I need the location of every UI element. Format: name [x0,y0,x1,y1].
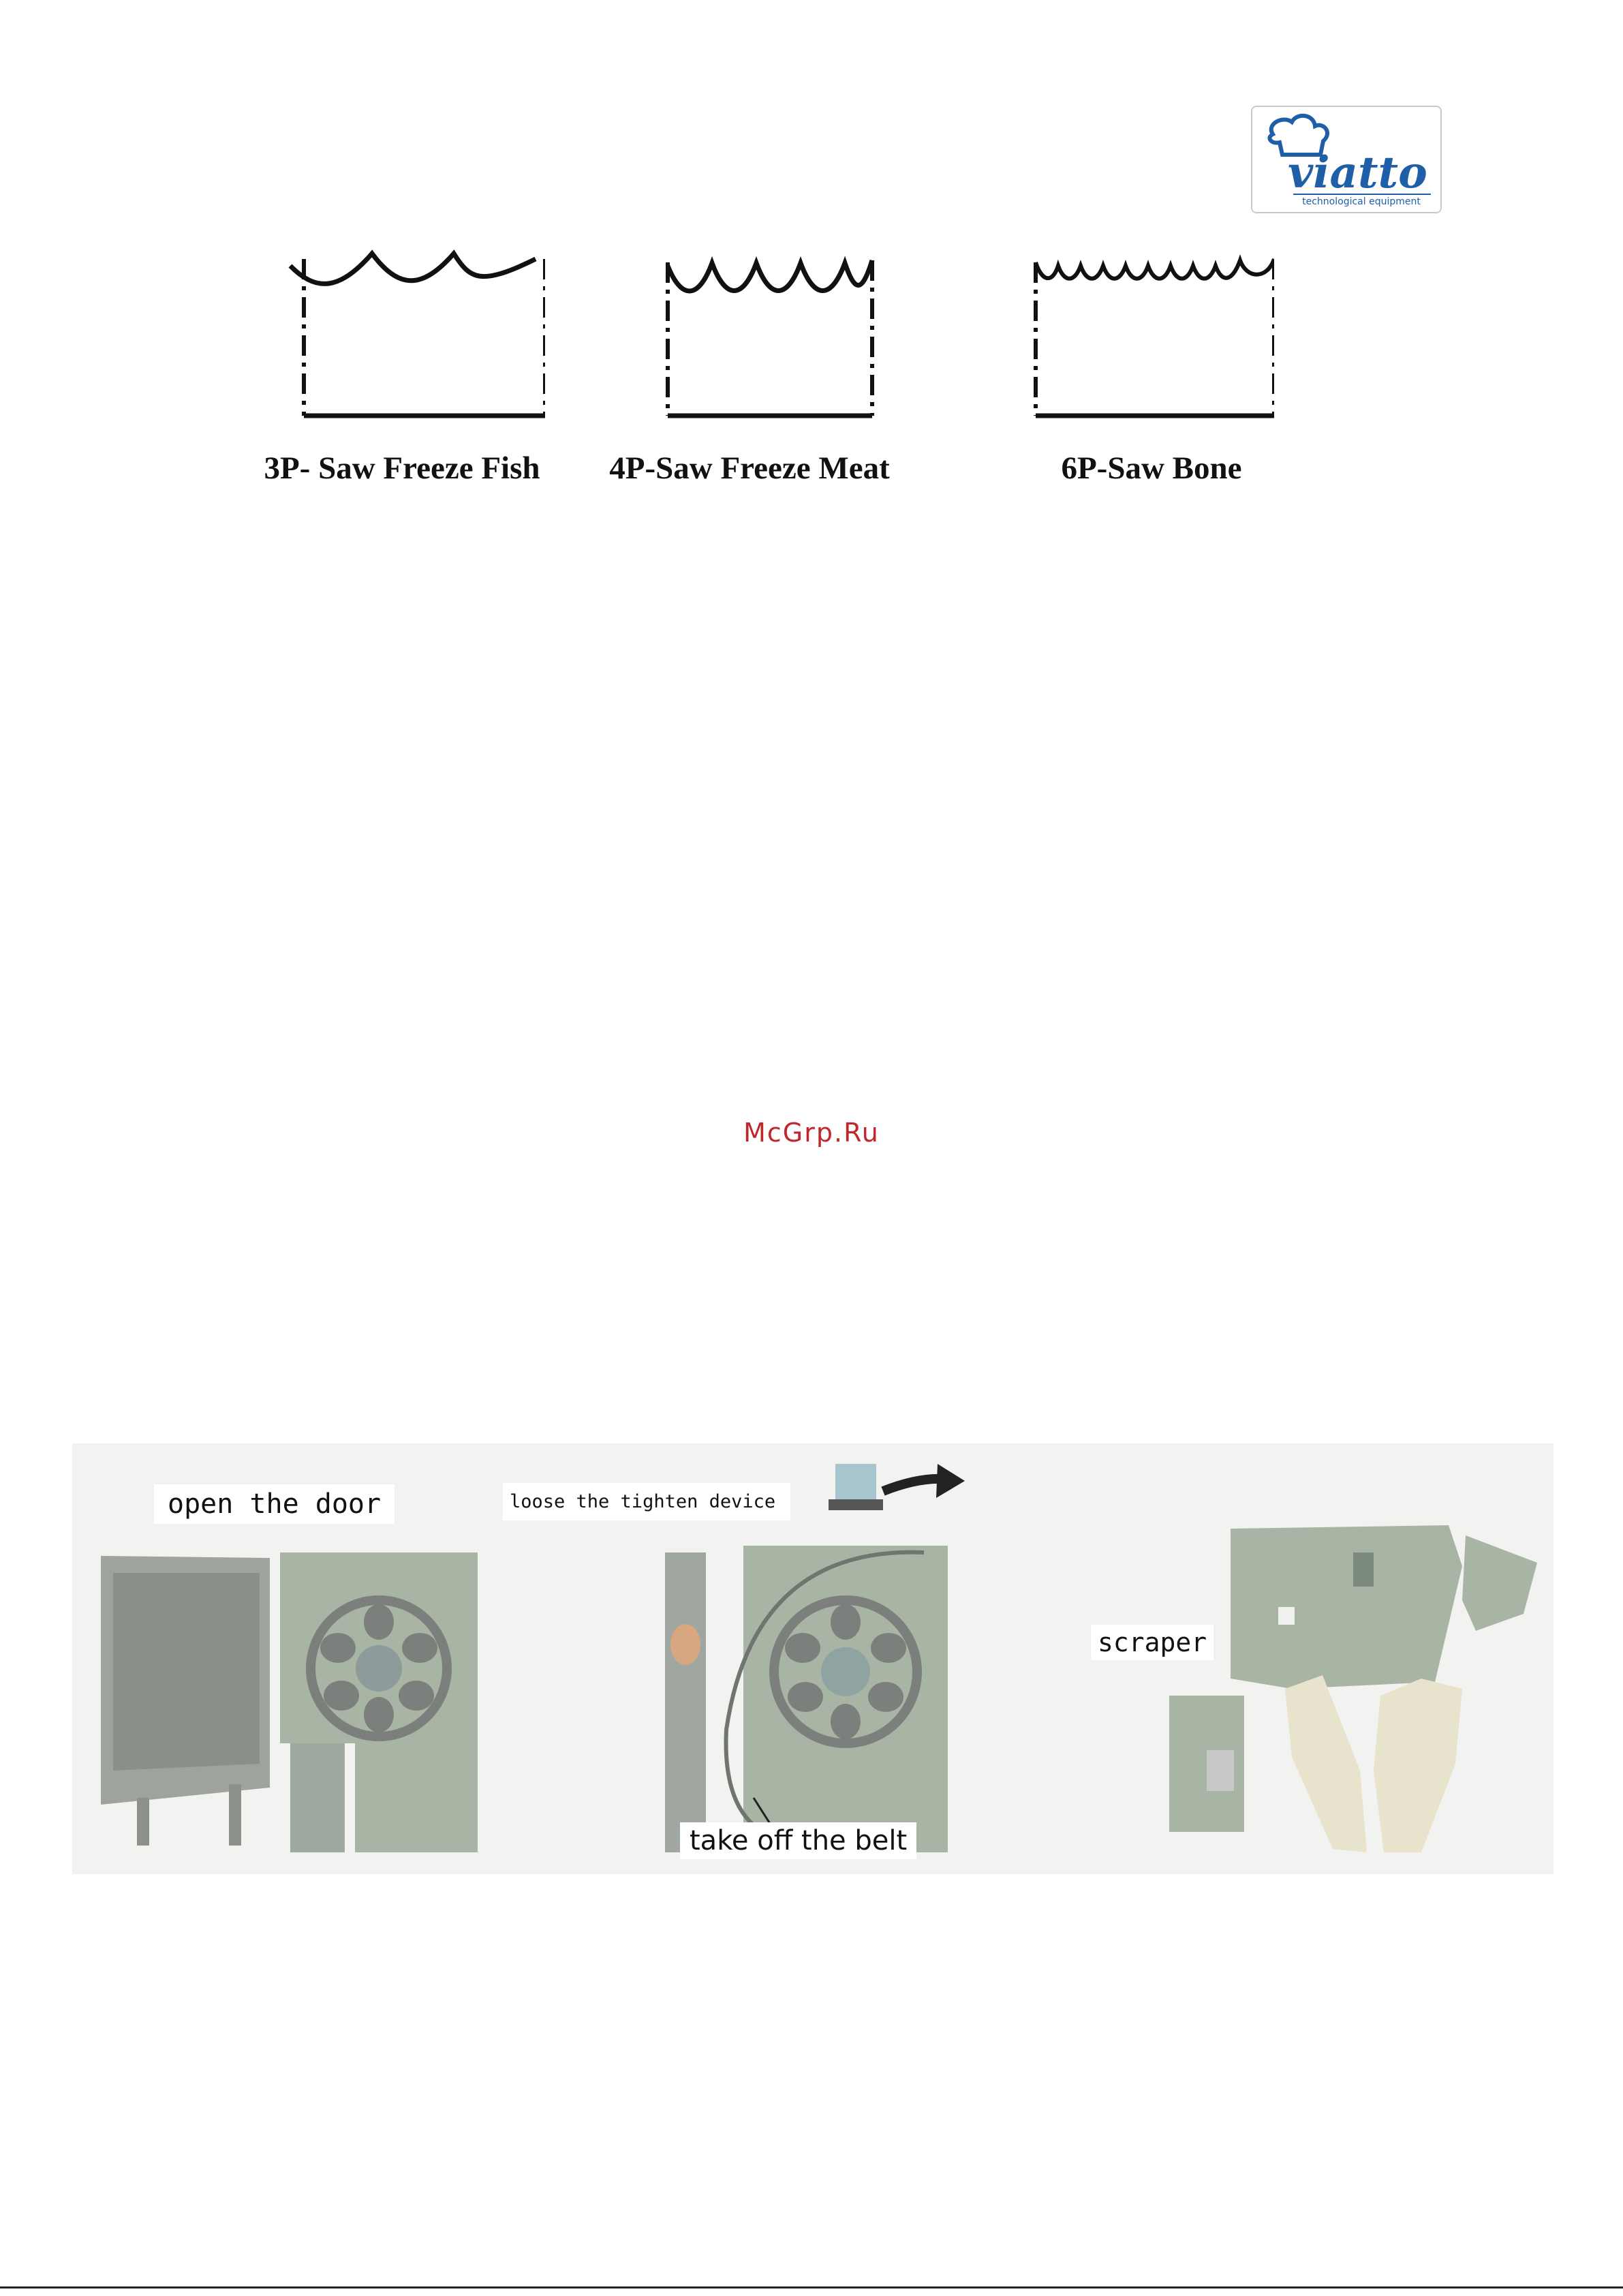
photo-scraper [1169,1525,1537,1852]
viatto-logo [1251,106,1442,213]
saw-blade-3p-icon [259,225,545,443]
callout-scraper: scraper [1091,1625,1214,1660]
footer-rule [0,2286,1623,2289]
saw-label-4p: 4P-Saw Freeze Meat [609,450,890,486]
callout-take-off-belt: take off the belt [680,1822,916,1859]
saw-blade-4p-icon [627,225,913,443]
saw-blade-diagrams [259,225,1308,498]
brand-wordmark: viatto [1288,147,1427,198]
callout-loose-tighten-device: loose the tighten device [503,1483,790,1520]
chef-hat-logo-icon [1252,107,1440,212]
saw-label-3p: 3P- Saw Freeze Fish [264,450,540,486]
photo-belt-removal [665,1464,965,1852]
saw-blade-6p-icon [988,225,1274,443]
saw-diagram-4p [609,225,913,498]
brand-tagline: technological equipment [1302,196,1421,207]
saw-diagram-6p [988,225,1274,498]
saw-label-6p: 6P-Saw Bone [1061,450,1242,486]
watermark-text: McGrp.Ru [743,1118,880,1148]
photo-open-door [101,1552,478,1852]
saw-diagram-3p [259,225,545,498]
callout-open-door: open the door [154,1484,395,1524]
maintenance-photo-strip [72,1443,1554,1874]
